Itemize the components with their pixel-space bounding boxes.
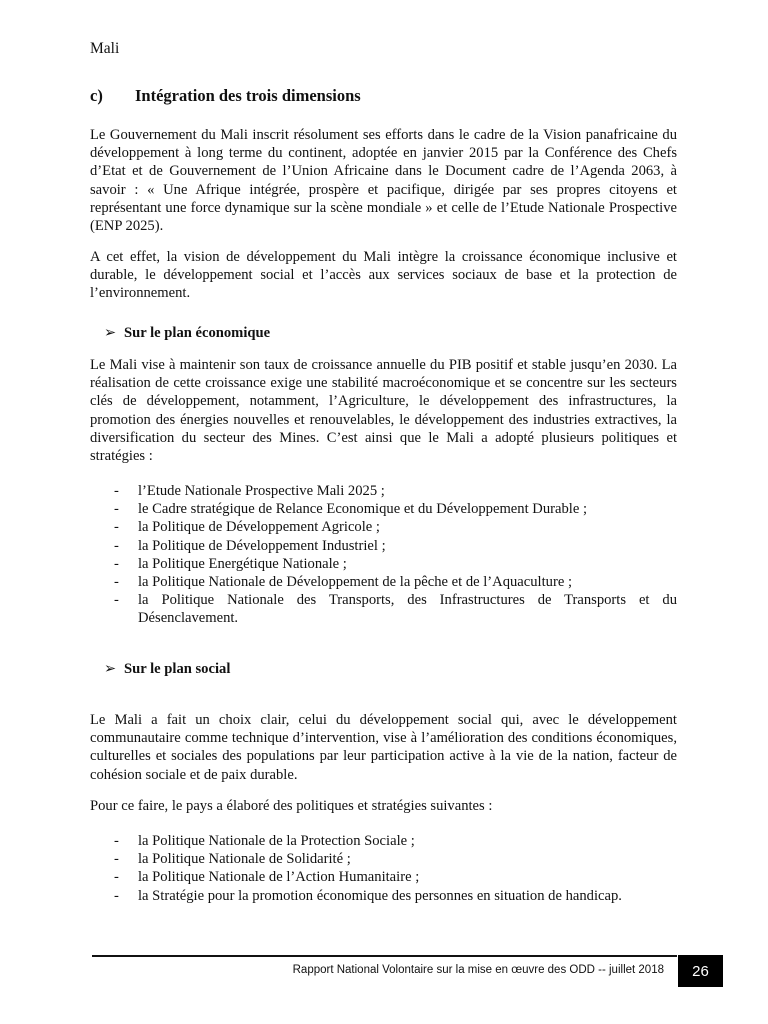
list-item-text: le Cadre stratégique de Relance Economique et du Développement Durable ;	[138, 501, 587, 518]
dash-bullet-icon: -	[114, 574, 119, 591]
dash-bullet-icon: -	[114, 833, 119, 849]
dash-bullet-icon: -	[114, 851, 119, 868]
social-lead	[90, 797, 677, 815]
dash-bullet-icon: -	[114, 501, 119, 518]
running-head: Mali	[90, 40, 120, 57]
economic-heading	[104, 324, 270, 342]
list-item	[114, 868, 677, 886]
list-item	[114, 591, 677, 627]
list-item	[114, 573, 677, 591]
list-item	[114, 518, 677, 536]
dash-bullet-icon: -	[114, 555, 119, 572]
paragraph-vision: Le Gouvernement du Mali inscrit résolument ses efforts dans le cadre de la Vision panafricaine du développement à long terme du continent, adoptée en janvier 2015 par la Conférence des Chefs d’Etat et de Gouvernement de l’Union Africaine dans le Document cadre de l’Agenda 2063, à savoir : « Une Afrique intégrée, prospère et pacifique, dirigée par ses propres citoyens et représentant une force dynamique sur la scène mondiale » et celle de l’Etude Nationale Prospective (ENP 2025).	[90, 127, 677, 235]
economic-intro	[90, 356, 677, 465]
economic-intro-text: Le Mali vise à maintenir son taux de croissance annuelle du PIB positif et stable jusqu’en 2030. La réalisation de cette croissance exige une stabilité macroéconomique et se concentre sur les secteurs clés de développement, notamment, l’Agriculture, le développement des infrastructures, la promotion des énergies nouvelles et renouvelables, le développement des industries extractives, la diversification du secteur des Mines. C’est ainsi que le Mali a adopté plusieurs politiques et stratégies :	[90, 357, 677, 465]
intro-paragraph	[90, 126, 677, 235]
list-item-text: la Politique Nationale des Transports, des Infrastructures de Transports et du Désenclavement.	[138, 592, 677, 627]
dash-bullet-icon: -	[114, 592, 119, 609]
list-item	[114, 887, 677, 905]
paragraph-integration: A cet effet, la vision de développement du Mali intègre la croissance économique inclusive et durable, le développement social et l’accès aux services sociaux de base et la protection de l’environnement.	[90, 249, 677, 302]
page-number-box	[678, 955, 723, 987]
section-title: Intégration des trois dimensions	[135, 86, 361, 105]
list-item	[114, 482, 677, 500]
footer-rule	[92, 955, 677, 957]
list-item-text: la Politique Nationale de Développement de la pêche et de l’Aquaculture ;	[138, 574, 573, 591]
economic-list	[114, 482, 677, 628]
list-item-text: la Politique Energétique Nationale ;	[138, 555, 347, 572]
social-lead-text: Pour ce faire, le pays a élaboré des politiques et stratégies suivantes :	[90, 798, 493, 814]
social-heading-text: Sur le plan social	[124, 661, 231, 677]
list-item-text: la Politique de Développement Agricole ;	[138, 519, 380, 536]
list-item-text: la Stratégie pour la promotion économique des personnes en situation de handicap.	[138, 887, 622, 904]
footer-report-title: Rapport National Volontaire sur la mise en œuvre des ODD -- juillet 2018	[292, 964, 664, 976]
list-item-text: l’Etude Nationale Prospective Mali 2025 ;	[138, 483, 385, 499]
list-item	[114, 537, 677, 555]
social-intro	[90, 711, 677, 784]
dash-bullet-icon: -	[114, 483, 119, 499]
arrow-bullet-icon: ➢	[104, 661, 117, 677]
list-item	[114, 500, 677, 518]
dash-bullet-icon: -	[114, 519, 119, 536]
dash-bullet-icon: -	[114, 869, 119, 886]
economic-heading-text: Sur le plan économique	[124, 325, 271, 341]
section-heading	[90, 86, 361, 106]
social-intro-text: Le Mali a fait un choix clair, celui du développement social qui, avec le développement communautaire comme technique d’intervention, vise à l’amélioration des conditions économiques, culturelles et sociales des populations par leur participation active à la vie de la nation, facteur de cohésion sociale et de paix durable.	[90, 712, 677, 783]
list-item-text: la Politique Nationale de l’Action Humanitaire ;	[138, 869, 420, 886]
dash-bullet-icon: -	[114, 537, 119, 554]
list-item-text: la Politique de Développement Industriel ;	[138, 537, 386, 554]
list-item	[114, 832, 677, 850]
social-list	[114, 832, 677, 905]
section-letter: c)	[90, 86, 103, 105]
list-item-text: la Politique Nationale de la Protection Sociale ;	[138, 833, 415, 849]
page-number: 26	[692, 962, 709, 980]
arrow-bullet-icon: ➢	[104, 325, 117, 341]
social-heading	[104, 660, 230, 678]
list-item	[114, 850, 677, 868]
dash-bullet-icon: -	[114, 887, 119, 904]
list-item	[114, 555, 677, 573]
list-item-text: la Politique Nationale de Solidarité ;	[138, 851, 351, 868]
vision-paragraph	[90, 248, 677, 303]
